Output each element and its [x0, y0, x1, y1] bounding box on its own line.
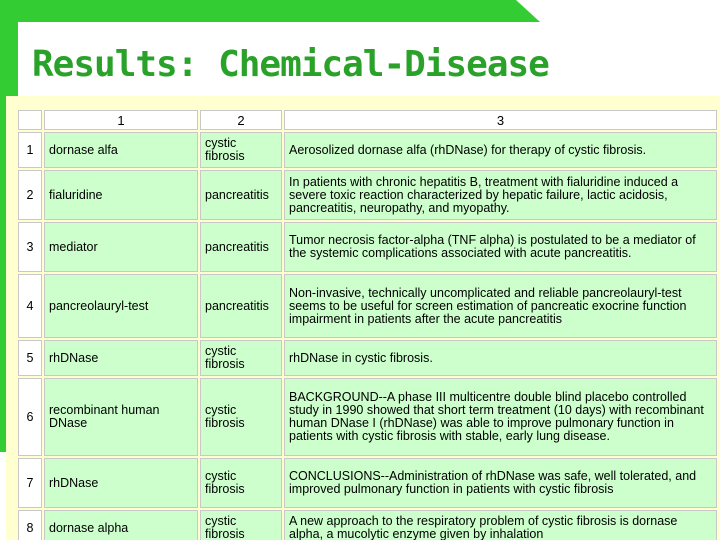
disease-cell: cystic fibrosis — [200, 510, 282, 540]
slide-title: Results: Chemical-Disease — [32, 44, 549, 85]
sentence-cell: BACKGROUND--A phase III multicentre double blind placebo controlled study in 1990 showed that short term treatment (10 days) with recombinant human DNase I (rhDNase) was able to improve pulmonary function in patients with cystic fibrosis with stable, early lung disease. — [284, 378, 717, 456]
disease-cell: cystic fibrosis — [200, 340, 282, 376]
disease-cell: cystic fibrosis — [200, 132, 282, 168]
disease-cell: pancreatitis — [200, 222, 282, 272]
sentence-cell: rhDNase in cystic fibrosis. — [284, 340, 717, 376]
chemical-cell: dornase alfa — [44, 132, 198, 168]
disease-cell: cystic fibrosis — [200, 458, 282, 508]
header-row — [18, 110, 717, 130]
sentence-cell: In patients with chronic hepatitis B, treatment with fialuridine induced a severe toxic reaction characterized by hepatic failure, lactic acidosis, pancreatitis, neuropathy, and myopathy. — [284, 170, 717, 220]
chemical-cell: recombinant human DNase — [44, 378, 198, 456]
row-number: 1 — [18, 132, 42, 168]
results-panel — [6, 96, 720, 540]
sentence-cell: Tumor necrosis factor-alpha (TNF alpha) is postulated to be a mediator of the systemic complications associated with acute pancreatitis. — [284, 222, 717, 272]
chemical-cell: fialuridine — [44, 170, 198, 220]
sentence-cell: Non-invasive, technically uncomplicated and reliable pancreolauryl-test seems to be useful for screen estimation of pancreatic exocrine function impairment in patients after the acute pancreatitis — [284, 274, 717, 338]
table-row — [18, 340, 717, 376]
column-header-sentence: 3 — [284, 110, 717, 130]
sentence-cell: CONCLUSIONS--Administration of rhDNase was safe, well tolerated, and improved pulmonary function in patients with cystic fibrosis — [284, 458, 717, 508]
row-number: 4 — [18, 274, 42, 338]
chemical-cell: rhDNase — [44, 340, 198, 376]
disease-cell: pancreatitis — [200, 274, 282, 338]
sentence-cell: A new approach to the respiratory problem of cystic fibrosis is dornase alpha, a mucolytic enzyme given by inhalation — [284, 510, 717, 540]
top-accent-bar — [0, 0, 540, 22]
column-header-disease: 2 — [200, 110, 282, 130]
chemical-cell: mediator — [44, 222, 198, 272]
row-number: 5 — [18, 340, 42, 376]
chemical-cell: dornase alpha — [44, 510, 198, 540]
chemical-cell: pancreolauryl-test — [44, 274, 198, 338]
disease-cell: pancreatitis — [200, 170, 282, 220]
results-table — [16, 108, 719, 540]
table-row — [18, 132, 717, 168]
disease-cell: cystic fibrosis — [200, 378, 282, 456]
row-number: 6 — [18, 378, 42, 456]
row-number: 8 — [18, 510, 42, 540]
table-row — [18, 170, 717, 220]
row-number: 3 — [18, 222, 42, 272]
table-row — [18, 378, 717, 456]
table-row — [18, 222, 717, 272]
column-header-index — [18, 110, 42, 130]
column-header-chemical: 1 — [44, 110, 198, 130]
chemical-cell: rhDNase — [44, 458, 198, 508]
table-row — [18, 458, 717, 508]
row-number: 7 — [18, 458, 42, 508]
row-number: 2 — [18, 170, 42, 220]
table-row — [18, 274, 717, 338]
sentence-cell: Aerosolized dornase alfa (rhDNase) for therapy of cystic fibrosis. — [284, 132, 717, 168]
table-row — [18, 510, 717, 540]
